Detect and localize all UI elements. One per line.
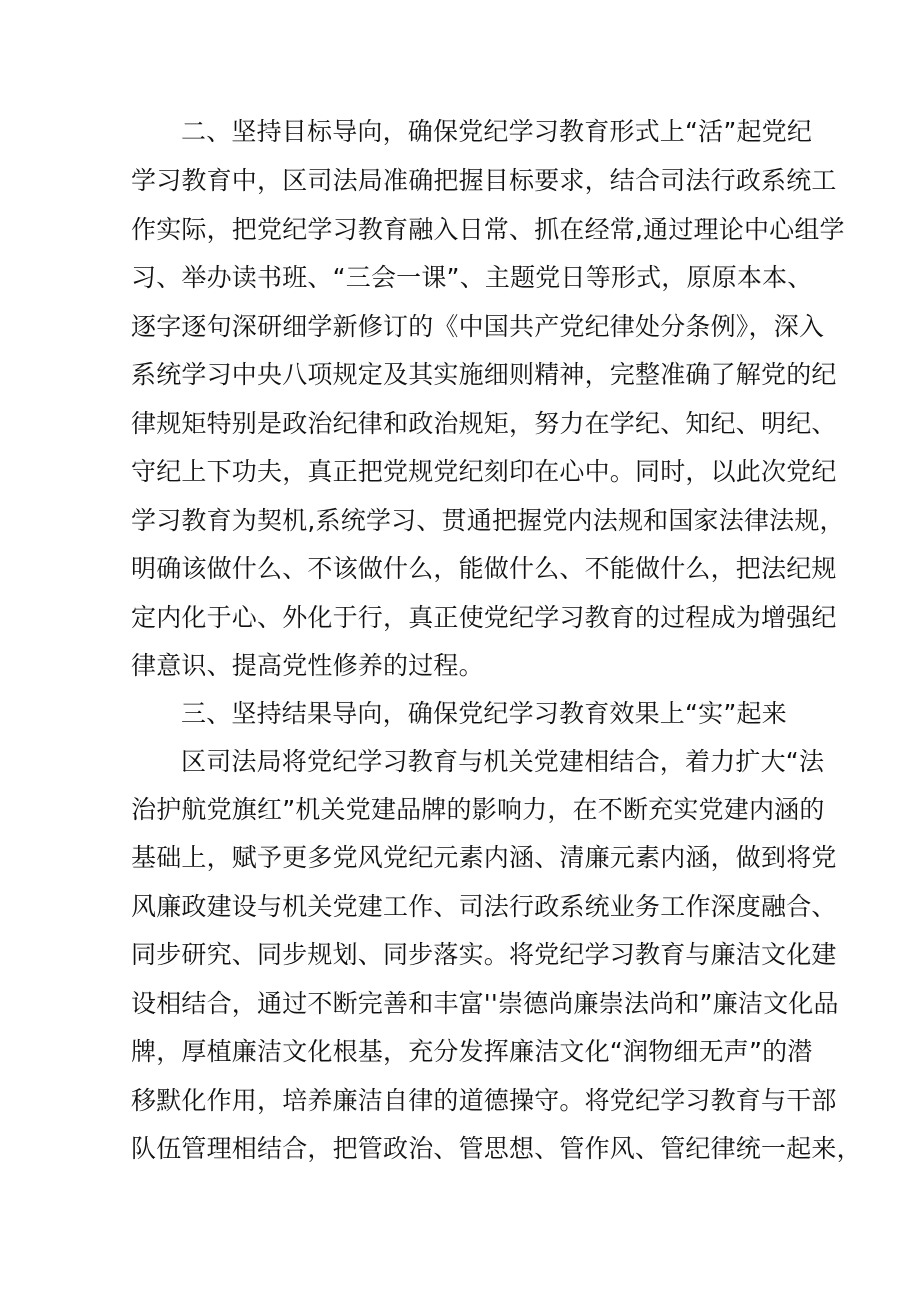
- body-text-line: 律意识、提高党性修养的过程。: [131, 651, 484, 680]
- body-text-line: 基础上，赋予更多党风党纪元素内涵、清廉元素内涵，做到将党: [131, 843, 837, 872]
- body-text-line: 逐字逐句深研细学新修订的《中国共产党纪律处分条例》，深入: [131, 312, 825, 341]
- body-text-line: 律规矩特别是政治纪律和政治规矩，努力在学纪、知纪、明纪、: [131, 409, 837, 438]
- section-heading: 三、坚持结果导向，确保党纪学习教育效果上“实”起来: [181, 699, 787, 728]
- body-text-line: 习、举办读书班、“三会一课”、主题党日等形式，原原本本、: [131, 263, 813, 292]
- body-text-line: 设相结合，通过不断完善和丰富''崇德尚廉崇法尚和”廉洁文化品: [131, 989, 839, 1018]
- body-text-line: 系统学习中央八项规定及其实施细则精神，完整准确了解党的纪: [131, 360, 837, 389]
- body-text-line: 队伍管理相结合，把管政治、管思想、管作风、管纪律统一起来，: [131, 1134, 862, 1163]
- body-text-line: 学习教育中，区司法局准确把握目标要求，结合司法行政系统工: [131, 166, 837, 195]
- body-text-line: 明确该做什么、不该做什么，能做什么、不能做什么，把法纪规: [131, 554, 837, 583]
- body-text-line: 守纪上下功夫，真正把党规党纪刻印在心中。同时，以此次党纪: [131, 457, 837, 486]
- body-text-line: 定内化于心、外化于行，真正使党纪学习教育的过程成为增强纪: [131, 603, 837, 632]
- body-text-line: 作实际，把党纪学习教育融入日常、抓在经常,通过理论中心组学: [131, 215, 845, 244]
- body-text-line: 二、坚持目标导向，确保党纪学习教育形式上“活”起党纪: [181, 117, 813, 146]
- body-text-line: 同步研究、同步规划、同步落实。将党纪学习教育与廉洁文化建: [131, 940, 837, 969]
- body-text-line: 治护航党旗红”机关党建品牌的影响力，在不断充实党建内涵的: [131, 795, 825, 824]
- body-text-line: 牌，厚植廉洁文化根基，充分发挥廉洁文化“润物细无声”的潜: [131, 1037, 813, 1066]
- body-text-line: 学习教育为契机,系统学习、贯通把握党内法规和国家法律法规，: [131, 506, 845, 535]
- body-text-line: 移默化作用，培养廉洁自律的道德操守。将党纪学习教育与干部: [131, 1086, 837, 1115]
- body-text-line: 风廉政建设与机关党建工作、司法行政系统业务工作深度融合、: [131, 892, 837, 921]
- body-text-line: 区司法局将党纪学习教育与机关党建相结合，着力扩大“法: [181, 747, 825, 776]
